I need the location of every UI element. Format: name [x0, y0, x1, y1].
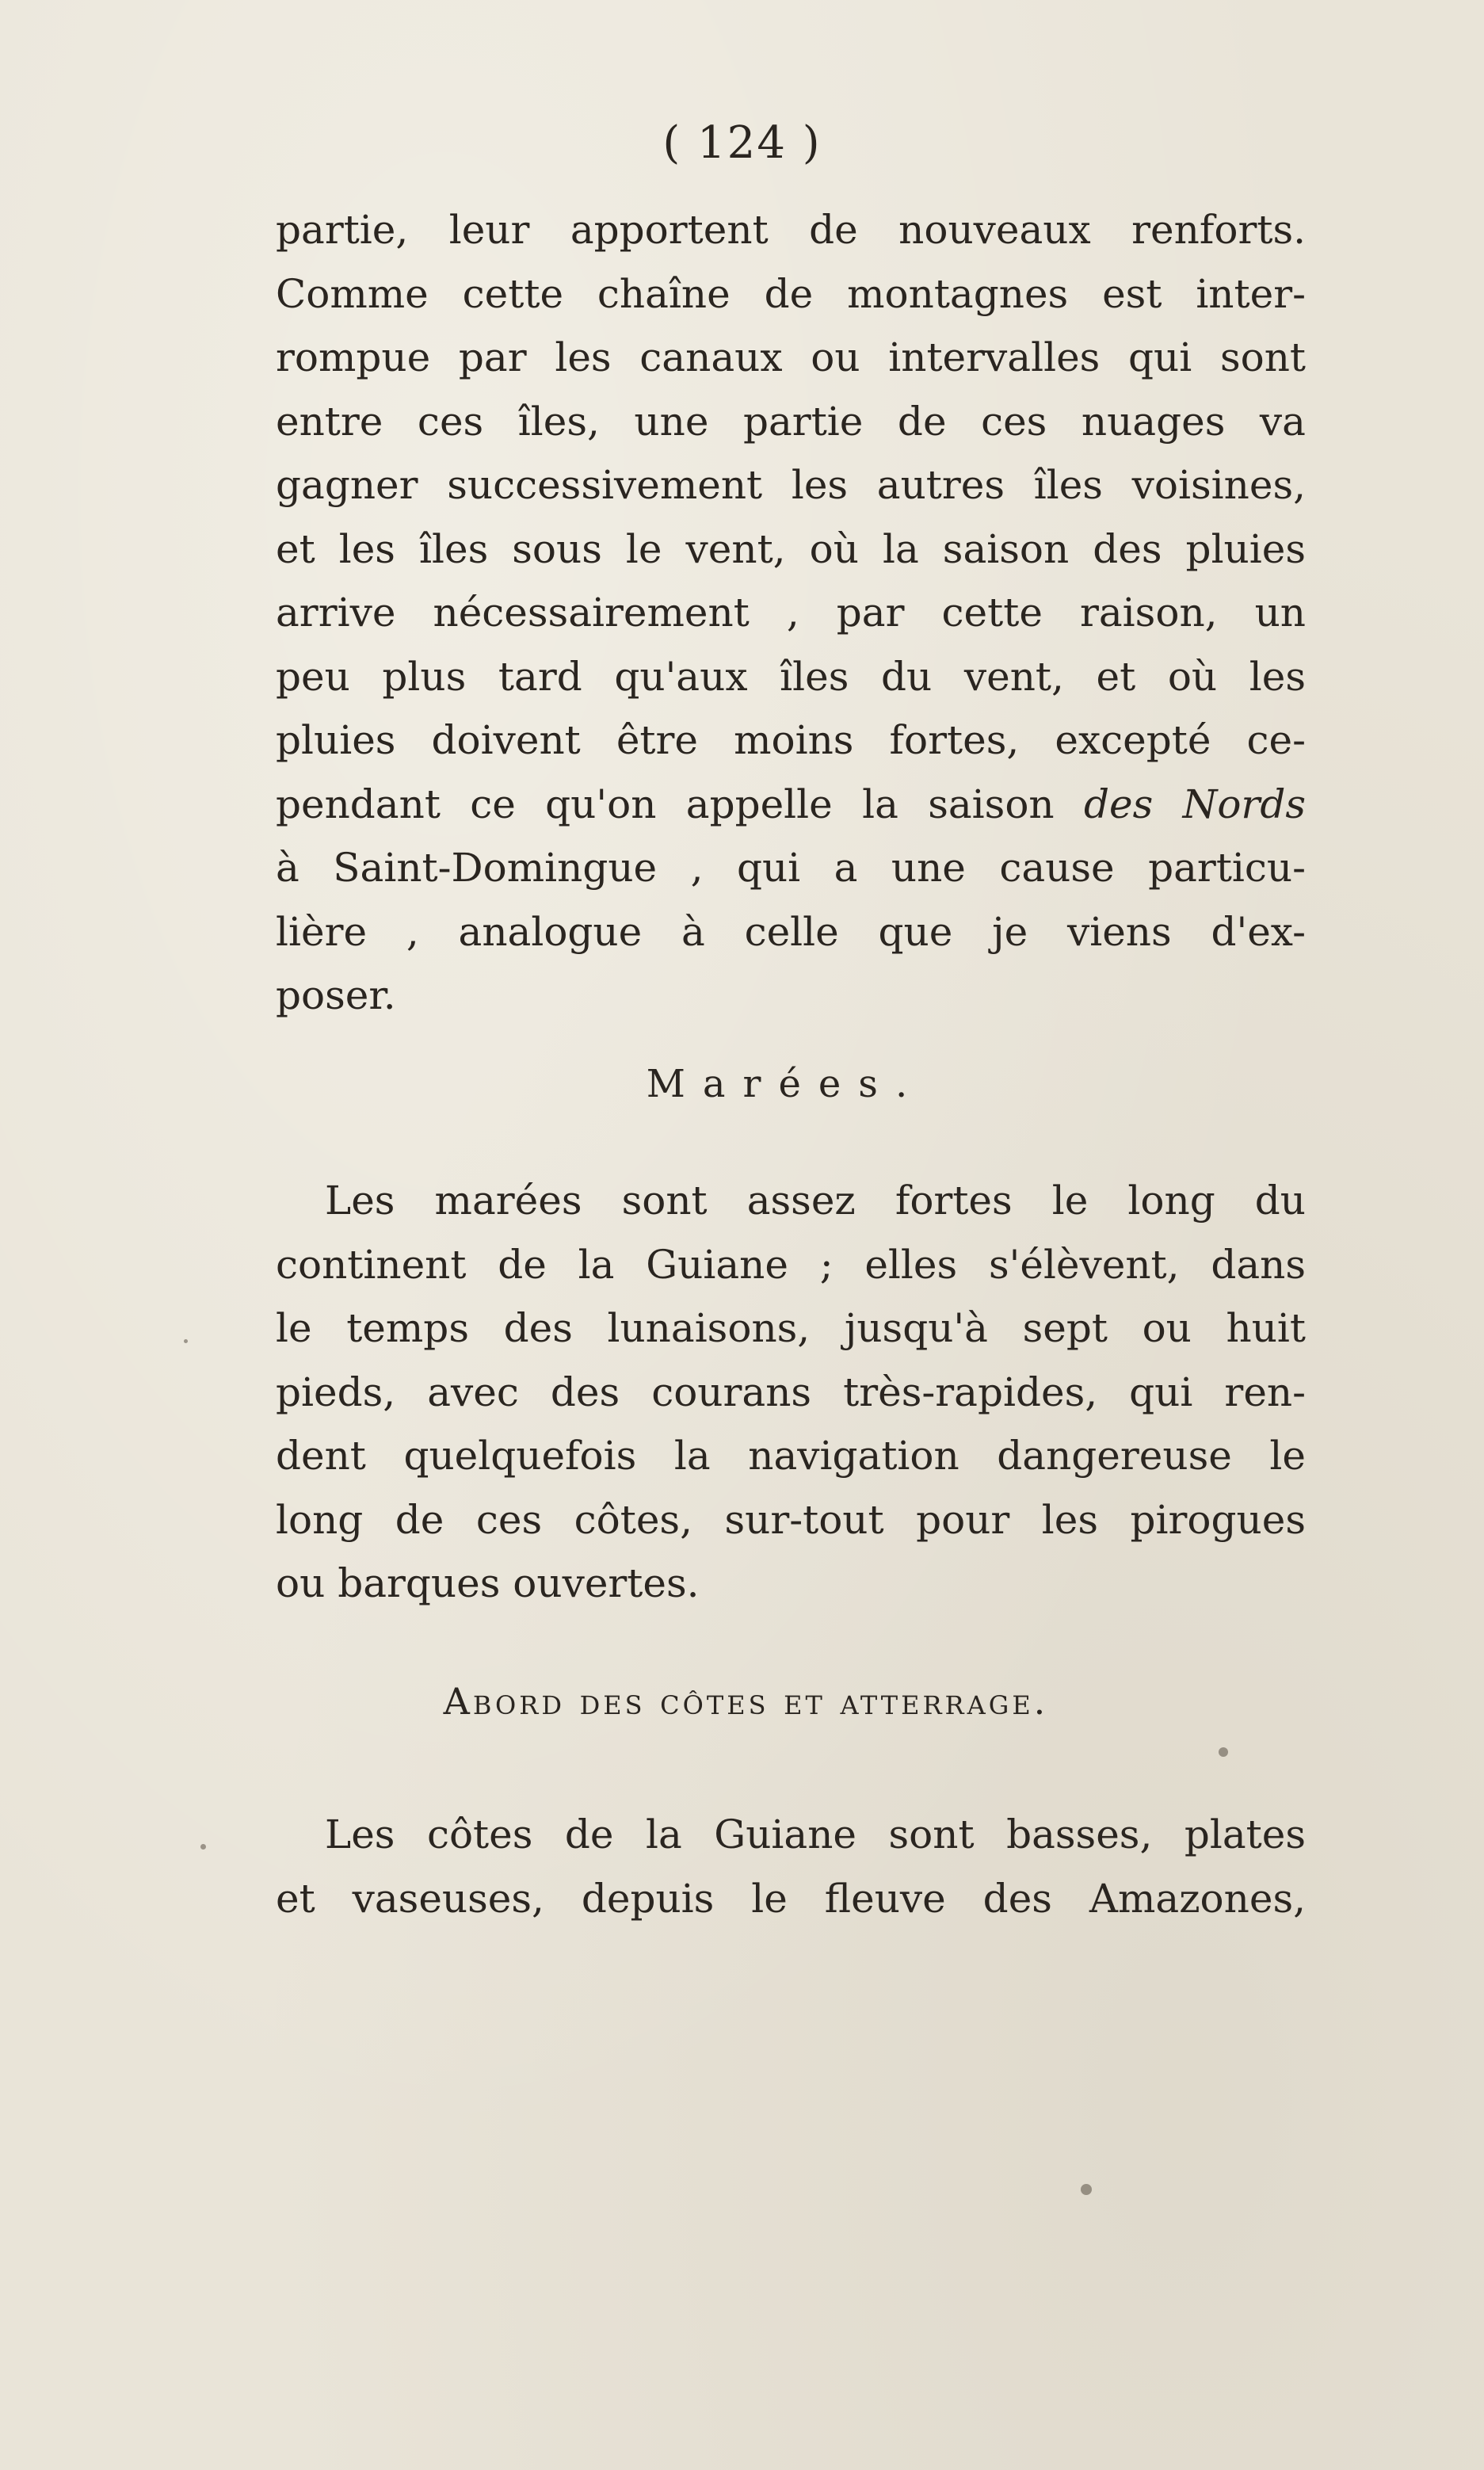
- paragraph-3: [276, 1803, 1306, 1930]
- page-number: ( 124 ): [662, 117, 822, 169]
- section-heading-abord: Abord des côtes et atterrage.: [443, 1680, 1049, 1723]
- text-line: dent quelquefois la navigation dangereuse le: [276, 1433, 1306, 1479]
- text-line: gagner successivement les autres îles voisines,: [276, 462, 1306, 508]
- text-line: pluies doivent être moins fortes, excepté ce-: [276, 717, 1306, 763]
- section-heading-marees: Marées.: [646, 1062, 925, 1106]
- paper-speck: [200, 1844, 206, 1850]
- text-line: Les marées sont assez fortes le long du: [325, 1178, 1306, 1224]
- text-segment: pendant ce qu'on appelle la saison: [276, 781, 1084, 827]
- paragraph-2: [276, 1169, 1306, 1616]
- text-line: le temps des lunaisons, jusqu'à sept ou huit: [276, 1305, 1306, 1351]
- text-line: rompue par les canaux ou intervalles qui sont: [276, 334, 1306, 380]
- paper-speck: [1219, 1747, 1228, 1757]
- text-line: et vaseuses, depuis le fleuve des Amazones,: [276, 1875, 1306, 1922]
- paper-speck: [1081, 2184, 1092, 2195]
- text-line: arrive nécessairement , par cette raison, un: [276, 590, 1306, 636]
- text-line: Comme cette chaîne de montagnes est inter-: [276, 270, 1306, 317]
- text-line: à Saint-Domingue , qui a une cause particu-: [276, 845, 1306, 891]
- text-line: continent de la Guiane ; elles s'élèvent, dans: [276, 1241, 1306, 1288]
- text-line: peu plus tard qu'aux îles du vent, et où les: [276, 653, 1306, 700]
- text-line: et les îles sous le vent, où la saison des pluies: [276, 525, 1306, 572]
- text-line: Les côtes de la Guiane sont basses, plates: [325, 1811, 1306, 1857]
- text-line-with-italic: [276, 773, 1306, 837]
- text-line: lière , analogue à celle que je viens d'ex-: [276, 908, 1306, 955]
- text-line: entre ces îles, une partie de ces nuages va: [276, 398, 1306, 445]
- text-line: poser.: [276, 972, 396, 1018]
- text-line: ou barques ouvertes.: [276, 1560, 700, 1606]
- text-line: long de ces côtes, sur-tout pour les pirogues: [276, 1496, 1306, 1543]
- text-line: partie, leur apportent de nouveaux renforts.: [276, 207, 1306, 253]
- text-line: pieds, avec des courans très-rapides, qui ren-: [276, 1369, 1306, 1415]
- italic-term: des Nords: [1083, 781, 1306, 827]
- paper-speck: [184, 1339, 188, 1343]
- paragraph-1: [276, 198, 1306, 1028]
